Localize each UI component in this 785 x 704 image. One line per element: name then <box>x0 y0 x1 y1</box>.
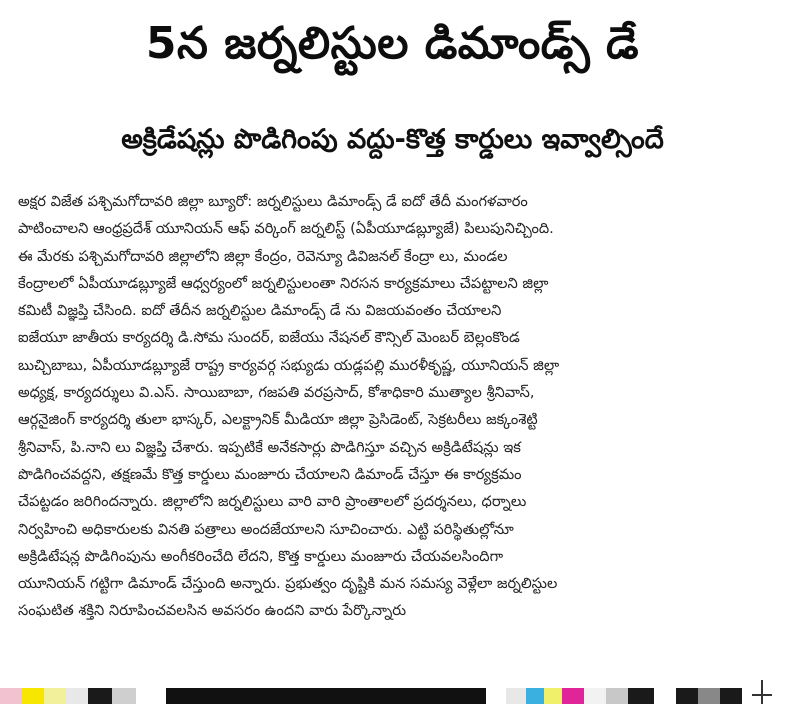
article-body <box>18 188 728 625</box>
registration-mark-icon <box>752 680 772 704</box>
color-swatch <box>544 688 562 704</box>
color-swatch <box>676 688 698 704</box>
body-line: పొడిగించవద్దని, తక్షణమే కొత్త కార్డులు మంజూరు చేయాలని డిమాండ్ చేస్తూ ఈ కార్యక్రమం <box>18 465 522 483</box>
color-swatch <box>506 688 526 704</box>
body-line: బుచ్చిబాబు, ఏపీయూడబ్ల్యూజే రాష్ట్ర కార్యవర్గ సభ్యుడు యడ్లపల్లి మురళీకృష్ణ, యూనియన్ జిల్లా <box>18 356 560 374</box>
color-swatch <box>466 688 486 704</box>
color-swatch <box>606 688 628 704</box>
body-line: పాటించాలని ఆంధ్రప్రదేశ్ యూనియన్ ఆఫ్ వర్కింగ్ జర్నలిస్ట్ (ఏపీయూడబ్ల్యూజే) పిలుపునిచ్చింది. <box>18 220 554 238</box>
color-swatch <box>22 688 44 704</box>
body-line: ఈ మేరకు పశ్చిమగోదావరి జిల్లాలోని జిల్లా కేంద్రం, రెవెన్యూ డివిజనల్ కేంద్రా లు, మండల <box>18 247 508 265</box>
body-line: కమిటీ విజ్ఞప్తి చేసింది. ఐదో తేదీన జర్నలిస్టుల డిమాండ్స్ డే ను విజయవంతం చేయాలని <box>18 302 502 320</box>
print-color-bar <box>0 688 785 704</box>
color-swatch <box>44 688 66 704</box>
body-line: అధ్యక్ష, కార్యదర్శులు వి.ఎస్. సాయిబాబా, గజపతి వరప్రసాద్, కోశాధికారి ముత్యాల శ్రీనివాస్, <box>18 384 535 402</box>
color-swatch <box>720 688 742 704</box>
body-line: సంఘటిత శక్తిని నిరూపించవలసిన అవసరం ఉందని వారు పేర్కొన్నారు <box>18 602 406 620</box>
headline: 5న జర్నలిస్టుల డిమాండ్స్ డే <box>145 18 640 69</box>
body-line: యూనియన్ గట్టిగా డిమాండ్ చేస్తుంది అన్నారు. ప్రభుత్వం దృష్టికి మన సమస్య వెళ్లేలా జర్నలిస్టుల <box>18 575 558 593</box>
body-line: చేపట్టడం జరిగిందన్నారు. జిల్లాలోని జర్నలిస్టులు వారి వారి ప్రాంతాలలో ప్రదర్శనలు, ధర్నాలు <box>18 493 527 511</box>
body-line: శ్రీనివాస్, పి.నాని లు విజ్ఞప్తి చేశారు. ఇప్పటికే అనేకసార్లు పొడిగిస్తూ వచ్చిన అక్రిడిటేషన్లు ఇక <box>18 438 521 456</box>
color-swatch <box>526 688 544 704</box>
color-swatch <box>698 688 720 704</box>
color-swatch <box>584 688 606 704</box>
color-swatch <box>66 688 88 704</box>
color-swatch <box>88 688 112 704</box>
body-line: నిర్వహించి అధికారులకు వినతి పత్రాలు అందజేయాలని సూచించారు. ఎట్టి పరిస్థితుల్లోనూ <box>18 520 514 538</box>
body-line: ఆర్గనైజింగ్ కార్యదర్శి తులా భాస్కర్, ఎలక్ట్రానిక్ మీడియా జిల్లా ప్రెసిడెంట్, సెక్రటరీలు జక్కంశెట్టి <box>18 411 538 429</box>
body-line: కేంద్రాలలో ఏపీయూడబ్ల్యూజే ఆధ్వర్యంలో జర్నలిస్టులంతా నిరసన కార్యక్రమాలు చేపట్టాలని జిల్లా <box>18 274 549 292</box>
color-swatch <box>0 688 22 704</box>
color-swatch <box>628 688 654 704</box>
color-swatch <box>562 688 584 704</box>
color-swatch <box>112 688 136 704</box>
subheadline: అక్రిడేషన్లు పొడిగింపు వద్దు-కొత్త కార్డులు ఇవ్వాల్సిందే <box>121 124 664 155</box>
color-swatch <box>166 688 466 704</box>
color-swatch <box>136 688 166 704</box>
body-line: అక్షర విజేత పశ్చిమగోదావరి జిల్లా బ్యూరో: జర్నలిస్టులు డిమాండ్స్ డే ఐదో తేదీ మంగళవారం <box>18 193 528 210</box>
color-swatch <box>486 688 506 704</box>
color-swatch <box>654 688 676 704</box>
body-line: అక్రిడిటేషన్ల పొడిగింపును అంగీకరించేది లేదని, కొత్త కార్డులు మంజూరు చేయవలసిందిగా <box>18 547 504 565</box>
body-line: ఐజేయూ జాతీయ కార్యదర్శి డి.సోమ సుందర్, ఐజేయు నేషనల్ కౌన్సిల్ మెంబర్ బెల్లంకొండ <box>18 329 520 347</box>
